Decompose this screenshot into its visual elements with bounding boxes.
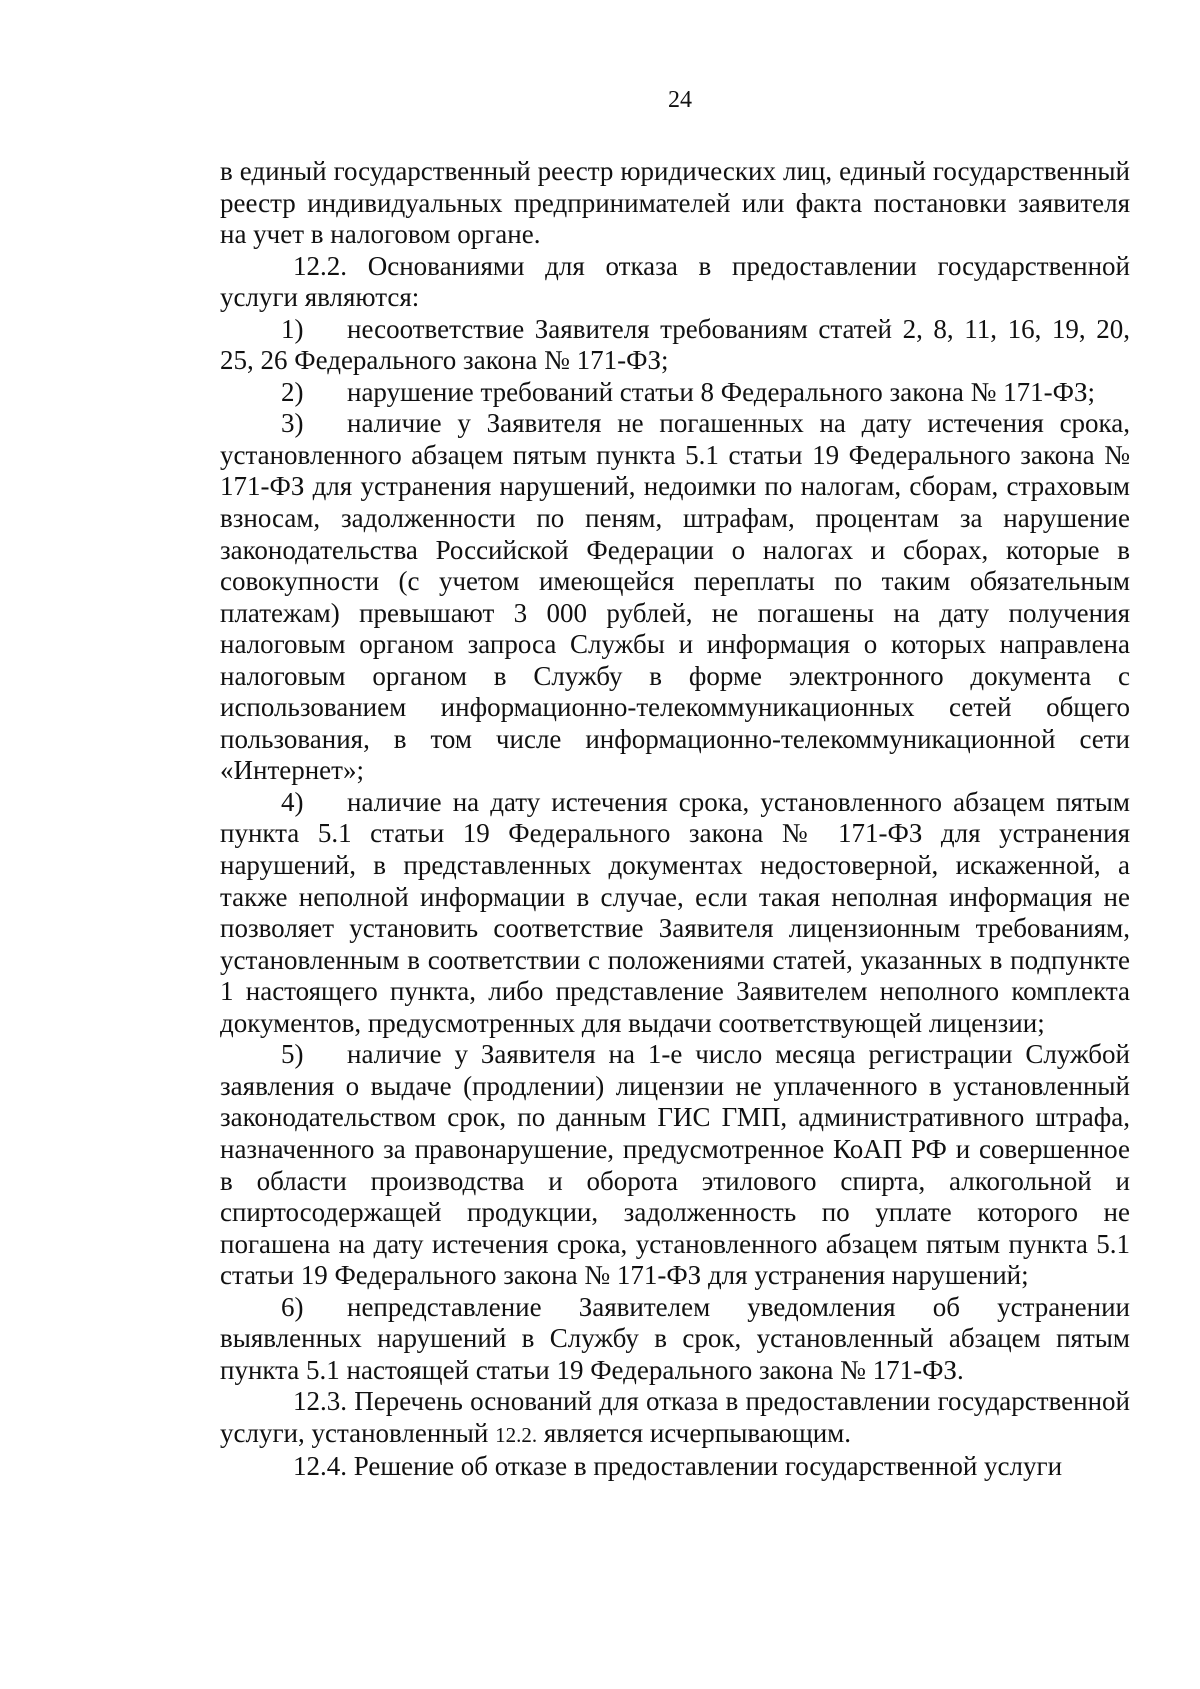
list-item-text: несоответствие Заявителя требованиям статей 2, 8, 11, 16, 19, 20, 25, 26 Федерального закона № 171-ФЗ; — [220, 313, 1130, 376]
list-item-text: наличие у Заявителя не погашенных на дату истечения срока, установленного абзацем пятым пункта 5.1 статьи 19 Федерального закона № 171-ФЗ для устранения нарушений, недоимки по налогам, сборам, страховым взносам, задолженности по пеням, штрафам, процентам за нарушение законодательства Российской Федерации о налогах и сборах, которые в совокупности (с учетом имеющейся переплаты по таким обязательным платежам) превышают 3 000 рублей, не погашены на дату получения налоговым органом запроса Службы и информация о которых направлена налоговым органом в Службу в форме электронного документа с использованием информационно-телекоммуникационных сетей общего пользования, в том числе информационно-телекоммуникационной сети «Интернет»; — [220, 408, 1130, 786]
list-item-1 — [220, 314, 1130, 377]
list-item-number: 5) — [281, 1039, 304, 1070]
list-item-number: 6) — [281, 1291, 304, 1322]
list-item-number: 3) — [281, 408, 304, 439]
list-item-2 — [220, 377, 1130, 409]
list-item-number: 1) — [281, 313, 304, 344]
paragraph-12-4: 12.4. Решение об отказе в предоставлении государственной услуги — [293, 1451, 1063, 1482]
paragraph-12-3-reference: 12.2. — [495, 1422, 538, 1447]
page-number: 24 — [668, 87, 692, 113]
paragraph-continuation: в единый государственный реестр юридических лиц, единый государственный реестр индивидуальных предпринимателей или факта постановки заявителя на учет в налоговом органе. — [220, 156, 1130, 250]
list-item-number: 2) — [281, 376, 304, 407]
list-item-text: непредставление Заявителем уведомления об устранении выявленных нарушений в Службу в срок, установленный абзацем пятым пункта 5.1 настоящей статьи 19 Федерального закона № 171-ФЗ. — [220, 1291, 1130, 1385]
list-item-4 — [220, 787, 1130, 1039]
paragraph-12-2: 12.2. Основаниями для отказа в предоставлении государственной услуги являются: — [220, 250, 1130, 313]
list-item-5 — [220, 1039, 1130, 1291]
paragraph-12-3-ending: является исчерпывающим. — [537, 1417, 852, 1448]
list-item-6 — [220, 1292, 1130, 1387]
paragraph-12-3-text: 12.3. Перечень оснований для отказа в предоставлении государственной услуги, установленный — [220, 1386, 1130, 1448]
list-item-3 — [220, 408, 1130, 787]
paragraph-12-3 — [220, 1386, 1130, 1451]
list-item-number: 4) — [281, 786, 304, 817]
list-item-text: наличие на дату истечения срока, установленного абзацем пятым пункта 5.1 статьи 19 Федерального закона № 171-ФЗ для устранения нарушений, в представленных документах недостоверной, искаженной, а также неполной информации в случае, если такая неполная информация не позволяет установить соответствие Заявителя лицензионным требованиям, установленным в соответствии с положениями статей, указанных в подпункте 1 настоящего пункта, либо представление Заявителем неполного комплекта документов, предусмотренных для выдачи соответствующей лицензии; — [220, 786, 1130, 1038]
list-item-text: нарушение требований статьи 8 Федерального закона № 171-ФЗ; — [347, 376, 1095, 407]
document-body — [220, 156, 1130, 1483]
list-item-text: наличие у Заявителя на 1-е число месяца регистрации Службой заявления о выдаче (продлении) лицензии не уплаченного в установленный законодательством срок, по данным ГИС ГМП, административного штрафа, назначенного за правонарушение, предусмотренное КоАП РФ и совершенное в области производства и оборота этилового спирта, алкогольной и спиртосодержащей продукции, задолженность по уплате которого не погашена на дату истечения срока, установленного абзацем пятым пункта 5.1 статьи 19 Федерального закона № 171-ФЗ для устранения нарушений; — [220, 1039, 1130, 1291]
